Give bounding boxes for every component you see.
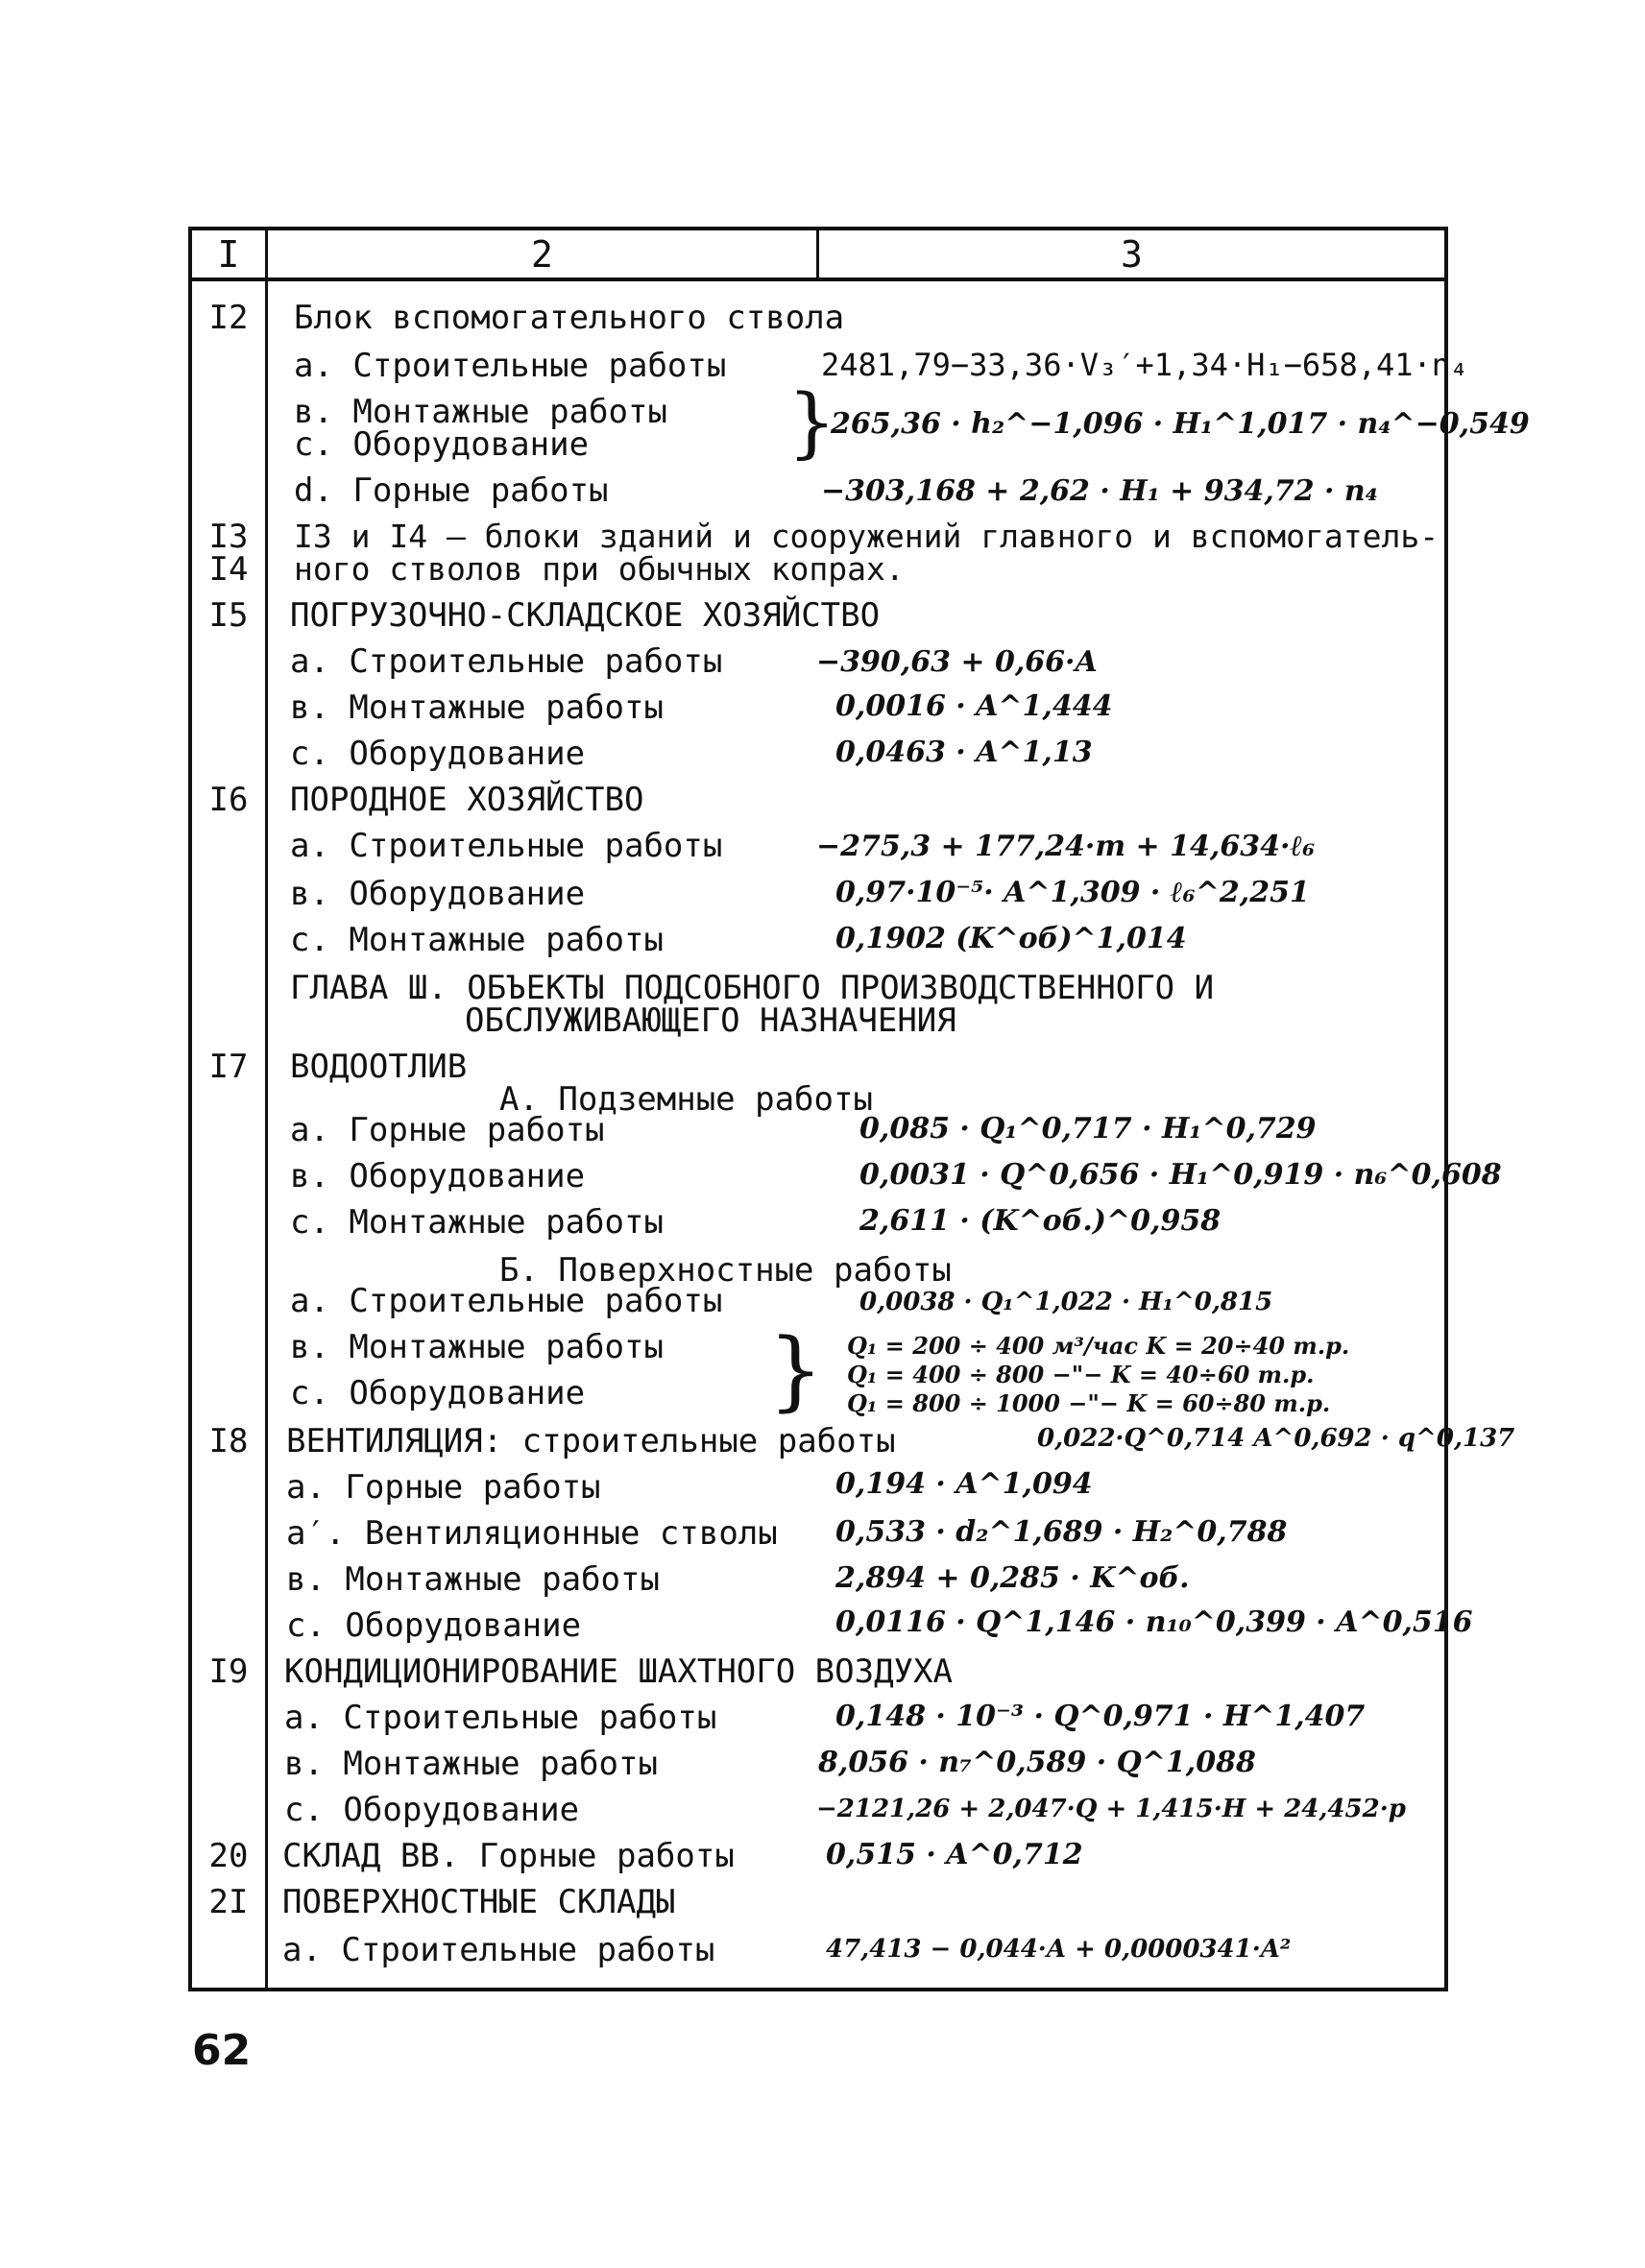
- item-formula: 0,0038 · Q₁^1,022 · H₁^0,815: [859, 1288, 1273, 1316]
- row-number: I2: [208, 299, 249, 337]
- item-label: в. Оборудование: [290, 875, 586, 913]
- item-label: с. Оборудование: [284, 1791, 580, 1829]
- item-label: a. Строительные работы: [290, 1282, 723, 1320]
- item-formula: 2,611 · (K^об.)^0,958: [859, 1204, 1222, 1238]
- header-col-2: 2: [531, 233, 553, 276]
- item-formula: 2,894 + 0,285 · K^об.: [835, 1561, 1190, 1595]
- item-label: с. Монтажные работы: [290, 1203, 664, 1242]
- item-formula: 0,0031 · Q^0,656 · H₁^0,919 · n₆^0,608: [859, 1158, 1502, 1192]
- item-formula: 0,148 · 10⁻³ · Q^0,971 · H^1,407: [835, 1700, 1366, 1733]
- item-label: в. Монтажные работы: [286, 1560, 660, 1599]
- item-formula: 2481,79−33,36·V₃′+1,34·H₁−658,41·n₄: [821, 347, 1469, 383]
- row-number: 20: [208, 1837, 249, 1875]
- item-label: в. Монтажные работы: [284, 1745, 658, 1783]
- item-formula: 0,085 · Q₁^0,717 · H₁^0,729: [859, 1112, 1317, 1146]
- row-number: 2I: [208, 1883, 249, 1921]
- row-number: I6: [208, 781, 249, 819]
- header-col-1: I: [217, 233, 240, 276]
- item-label: в. Оборудование: [290, 1157, 586, 1195]
- row-title: КОНДИЦИОНИРОВАНИЕ ШАХТНОГО ВОЗДУХА: [284, 1653, 953, 1691]
- item-label: a. Строительные работы: [282, 1931, 715, 1969]
- row-description: ного стволов при обычных копрах.: [294, 550, 905, 588]
- column-divider-1: [265, 227, 268, 1991]
- item-label: a. Строительные работы: [290, 642, 723, 681]
- chapter-heading: ОБСЛУЖИВАЮЩЕГО НАЗНАЧЕНИЯ: [465, 1001, 956, 1040]
- header-col-3: 3: [1121, 233, 1143, 276]
- row-title: ПОВЕРХНОСТНЫЕ СКЛАДЫ: [282, 1883, 676, 1921]
- row-description: I3 и I4 – блоки зданий и сооружений главного и вспомогатель-: [294, 518, 1439, 555]
- row-title: Блок вспомогательного ствола: [294, 299, 845, 337]
- row-number: I9: [208, 1653, 249, 1691]
- subsection-title: А. Подземные работы: [499, 1080, 873, 1119]
- item-formula: 0,1902 (K^об)^1,014: [835, 922, 1187, 955]
- item-label: в. Монтажные работы: [290, 688, 664, 727]
- item-formula: 0,0463 · A^1,13: [835, 736, 1093, 769]
- row-number: I4: [208, 550, 249, 589]
- row-title: ПОРОДНОЕ ХОЗЯЙСТВО: [290, 781, 644, 819]
- row-title: ВОДООТЛИВ: [290, 1048, 468, 1086]
- item-formula: 8,056 · n₇^0,589 · Q^1,088: [818, 1746, 1256, 1779]
- item-label: a. Строительные работы: [290, 827, 723, 865]
- item-formula: −2121,26 + 2,047·Q + 1,415·H + 24,452·p: [816, 1795, 1406, 1823]
- range-line: Q₁ = 400 ÷ 800 −"− K = 40÷60 т.р.: [847, 1361, 1315, 1388]
- item-label: a. Горные работы: [286, 1468, 601, 1507]
- item-formula: 0,194 · A^1,094: [835, 1467, 1093, 1501]
- subsection-title: Б. Поверхностные работы: [499, 1251, 952, 1290]
- item-formula: 0,0116 · Q^1,146 · n₁₀^0,399 · A^0,516: [835, 1605, 1473, 1639]
- item-label: d. Горные работы: [294, 471, 609, 510]
- item-formula: 0,022·Q^0,714 A^0,692 · q^0,137: [1037, 1424, 1515, 1453]
- brace-glyph: }: [768, 1320, 824, 1421]
- item-label: a′. Вентиляционные стволы: [286, 1514, 778, 1553]
- item-formula: 0,515 · A^0,712: [826, 1838, 1083, 1871]
- item-label: с. Оборудование: [294, 425, 590, 464]
- item-label: с. Оборудование: [286, 1606, 582, 1645]
- item-label: в. Монтажные работы: [294, 393, 667, 431]
- item-formula: 265,36 · h₂^−1,096 · H₁^1,017 · n₄^−0,549: [831, 407, 1530, 441]
- item-formula: −303,168 + 2,62 · H₁ + 934,72 · n₄: [821, 474, 1378, 508]
- item-label: a. Горные работы: [290, 1111, 605, 1149]
- item-label: a. Строительные работы: [284, 1699, 717, 1737]
- range-line: Q₁ = 200 ÷ 400 м³/час K = 20÷40 т.р.: [847, 1332, 1350, 1360]
- row-number: I3: [208, 518, 249, 556]
- item-formula: −390,63 + 0,66·A: [816, 645, 1098, 679]
- brace-glyph: }: [787, 377, 836, 467]
- item-formula: 47,413 − 0,044·A + 0,0000341·A²: [826, 1935, 1292, 1964]
- item-label: с. Оборудование: [290, 735, 586, 773]
- row-number: I7: [208, 1048, 249, 1086]
- item-label: с. Оборудование: [290, 1374, 586, 1412]
- item-formula: −275,3 + 177,24·m + 14,634·ℓ₆: [816, 830, 1316, 863]
- range-line: Q₁ = 800 ÷ 1000 −"− K = 60÷80 т.р.: [847, 1389, 1331, 1417]
- item-formula: 0,0016 · A^1,444: [835, 689, 1113, 723]
- chapter-heading: ГЛАВА Ш. ОБЪЕКТЫ ПОДСОБНОГО ПРОИЗВОДСТВЕННОГО И: [290, 969, 1215, 1007]
- row-title: ПОГРУЗОЧНО-СКЛАДСКОЕ ХОЗЯЙСТВО: [290, 596, 881, 635]
- item-label: в. Монтажные работы: [290, 1328, 664, 1366]
- row-title: СКЛАД ВВ. Горные работы: [282, 1837, 735, 1875]
- item-formula: 0,533 · d₂^1,689 · H₂^0,788: [835, 1515, 1288, 1549]
- item-formula: 0,97·10⁻⁵· A^1,309 · ℓ₆^2,251: [835, 876, 1310, 909]
- row-title: ВЕНТИЛЯЦИЯ: строительные работы: [286, 1422, 896, 1460]
- item-label: с. Монтажные работы: [290, 921, 664, 959]
- item-label: a. Строительные работы: [294, 347, 727, 385]
- row-number: I5: [208, 596, 249, 635]
- row-number: I8: [208, 1422, 249, 1460]
- page-number: 62: [192, 2026, 252, 2075]
